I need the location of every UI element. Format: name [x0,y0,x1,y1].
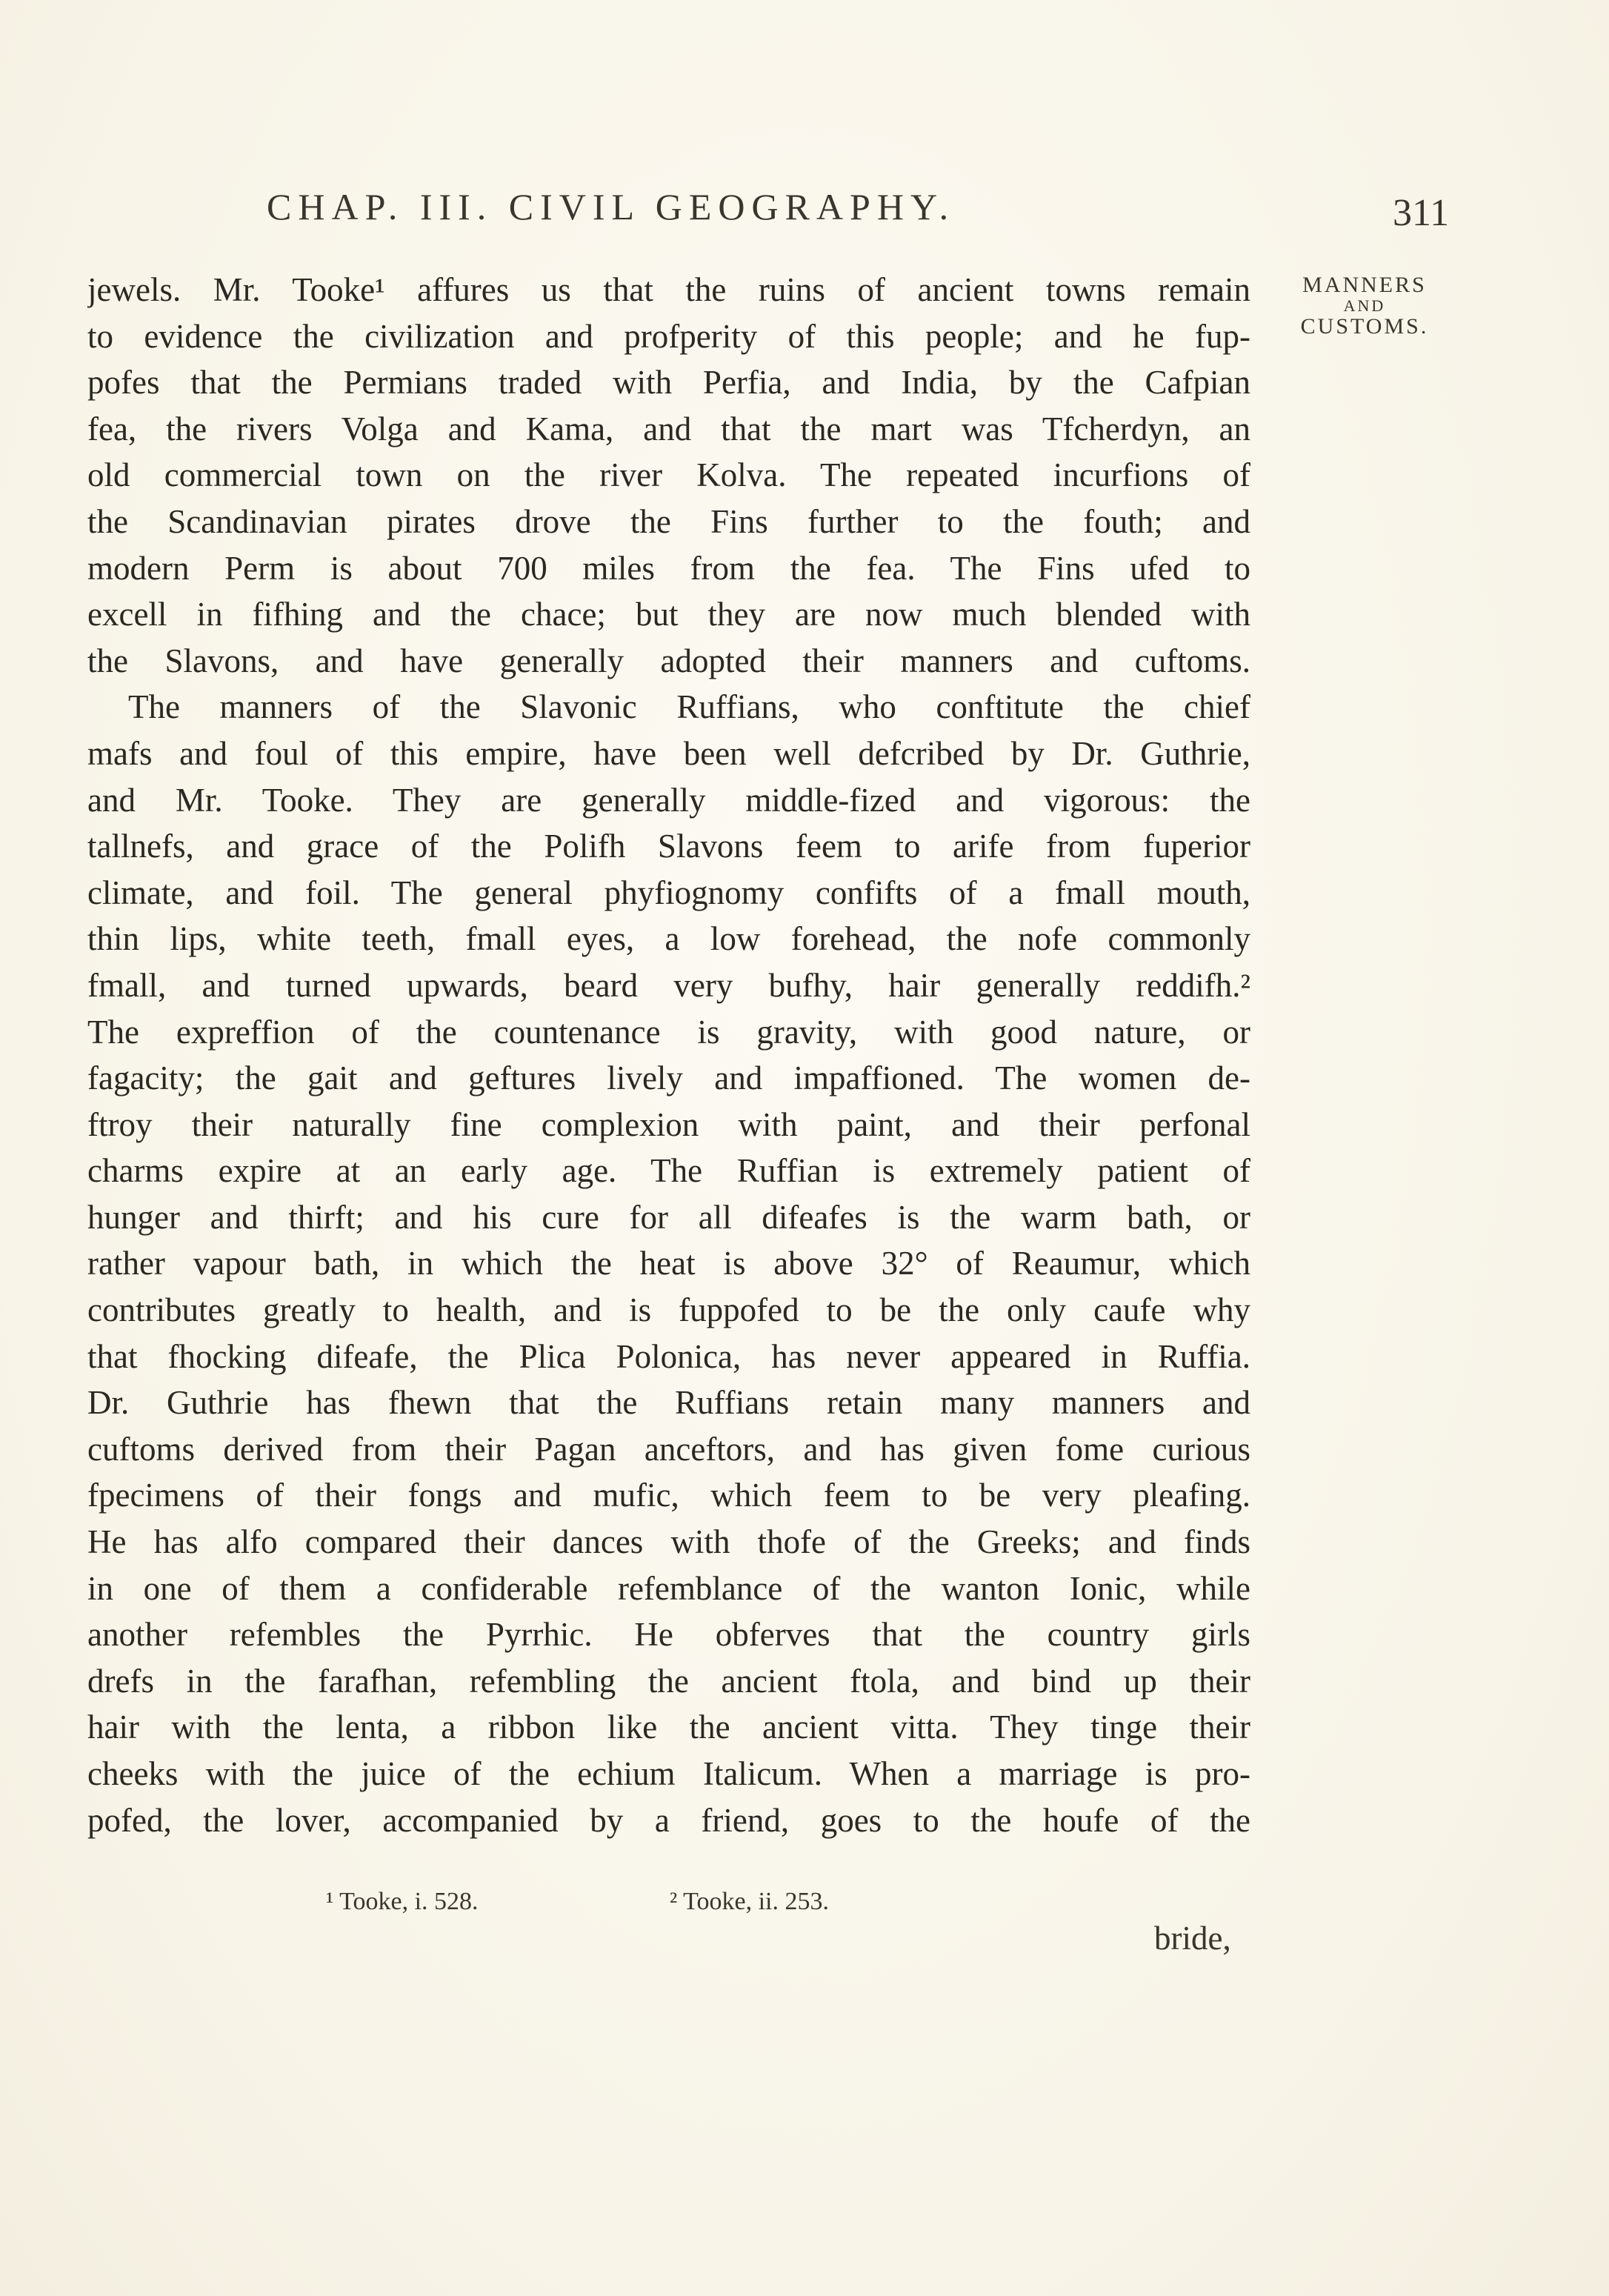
text-line: modern Perm is about 700 miles from the fea. The Fins ufed to [87,549,1250,587]
text-line: hunger and thirft; and his cure for all difeafes is the warm bath, or [87,1198,1250,1236]
text-line: rather vapour bath, in which the heat is above 32° of Reaumur, which [87,1245,1250,1282]
text-line: jewels. Mr. Tooke¹ affures us that the ruins of ancient towns remain [87,271,1250,308]
text-line: charms expire at an early age. The Ruffian is extremely patient of [87,1152,1250,1190]
text-line: in one of them a confiderable refemblance of the wanton Ionic, while [87,1569,1250,1607]
text-line: old commercial town on the river Kolva. The repeated incurfions of [87,456,1250,494]
footnote-2: ² Tooke, ii. 253. [670,1888,829,1915]
text-line: and Mr. Tooke. They are generally middle-fized and vigorous: the [87,781,1250,819]
text-line: He has alfo compared their dances with thofe of the Greeks; and finds [87,1523,1250,1561]
text-line: that fhocking difeafe, the Plica Polonica, has never appeared in Ruffia. [87,1337,1250,1375]
text-line: fagacity; the gait and geftures lively and impaffioned. The women de- [87,1059,1250,1097]
text-line: pofed, the lover, accompanied by a friend, goes to the houfe of the [87,1801,1250,1839]
text-line: the Slavons, and have generally adopted their manners and cuftoms. [87,642,1250,679]
catchword: bride, [1154,1920,1231,1957]
page-number: 311 [1393,192,1450,234]
text-line: fea, the rivers Volga and Kama, and that the mart was Tfcherdyn, an [87,410,1250,447]
text-line: Dr. Guthrie has fhewn that the Ruffians retain many manners and [87,1384,1250,1422]
text-line: ftroy their naturally fine complexion with paint, and their perfonal [87,1105,1250,1143]
text-line: another refembles the Pyrrhic. He obferves that the country girls [87,1616,1250,1654]
text-line: climate, and foil. The general phyfiognomy confifts of a fmall mouth, [87,874,1250,911]
marginal-word-2: AND [1343,296,1386,315]
text-line: cuftoms derived from their Pagan anceftors, and has given fome curious [87,1430,1250,1468]
text-line: drefs in the farafhan, refembling the ancient ftola, and bind up their [87,1662,1250,1700]
text-line: to evidence the civilization and profperity of this people; and he fup- [87,317,1250,355]
text-line: excell in fifhing and the chace; but they are now much blended with [87,596,1250,633]
text-line: the Scandinavian pirates drove the Fins further to the fouth; and [87,502,1250,540]
footnotes [326,1888,1037,1916]
marginal-word-1: MANNERS [1302,273,1427,297]
text-line: The manners of the Slavonic Ruffians, who conftitute the chief [128,688,1250,726]
text-line: tallnefs, and grace of the Polifh Slavons feem to arife from fuperior [87,828,1250,865]
text-line: The expreffion of the countenance is gravity, with good nature, or [87,1013,1250,1051]
marginal-word-3: CUSTOMS. [1300,314,1429,339]
text-line: fpecimens of their fongs and mufic, which feem to be very pleafing. [87,1477,1250,1514]
text-line: pofes that the Permians traded with Perfia, and India, by the Cafpian [87,364,1250,402]
running-header: CHAP. III. CIVIL GEOGRAPHY. [267,186,956,227]
footnote-1: ¹ Tooke, i. 528. [326,1888,479,1915]
text-line: hair with the lenta, a ribbon like the ancient vitta. They tinge their [87,1708,1250,1746]
text-line: mafs and foul of this empire, have been well defcribed by Dr. Guthrie, [87,734,1250,772]
marginal-note [1283,273,1446,339]
text-line: thin lips, white teeth, fmall eyes, a low forehead, the nofe commonly [87,920,1250,958]
body-text [87,267,1250,1843]
text-line: contributes greatly to health, and is fuppofed to be the only caufe why [87,1291,1250,1329]
text-line: cheeks with the juice of the echium Italicum. When a marriage is pro- [87,1755,1250,1792]
text-line: fmall, and turned upwards, beard very bufhy, hair generally reddifh.² [87,966,1250,1004]
